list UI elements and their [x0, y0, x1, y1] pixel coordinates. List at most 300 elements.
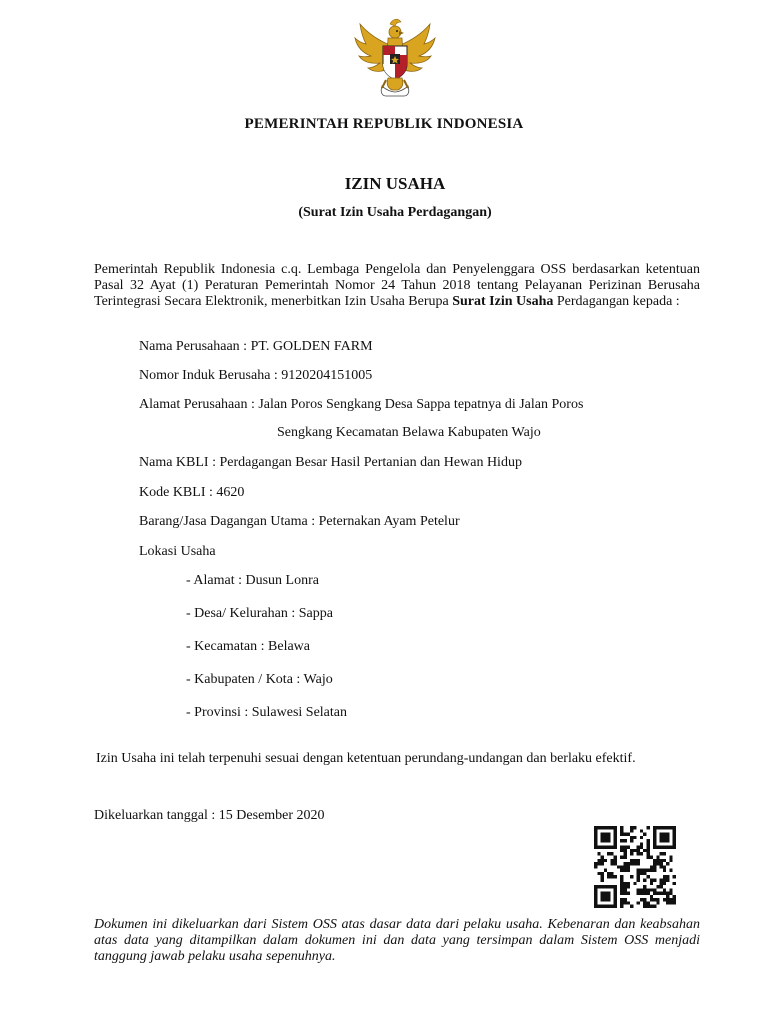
- qr-module: [663, 892, 666, 895]
- qr-code-icon: [592, 826, 678, 908]
- qr-module: [614, 826, 617, 829]
- garuda-emblem-icon: [352, 16, 438, 100]
- qr-module: [663, 875, 666, 878]
- qr-module: [653, 826, 656, 829]
- qr-module: [601, 878, 604, 881]
- qr-module: [594, 833, 597, 836]
- qr-module: [597, 862, 600, 865]
- qr-module: [624, 865, 627, 868]
- qr-module: [601, 885, 604, 888]
- qr-module: [604, 839, 607, 842]
- qr-module: [646, 842, 649, 845]
- qr-module: [597, 846, 600, 849]
- qr-module: [653, 829, 656, 832]
- qr-module: [620, 888, 623, 891]
- qr-module: [646, 852, 649, 855]
- qr-module: [646, 849, 649, 852]
- qr-module: [663, 852, 666, 855]
- qr-module: [653, 869, 656, 872]
- qr-module: [666, 846, 669, 849]
- qr-module: [614, 856, 617, 859]
- qr-module: [610, 862, 613, 865]
- qr-module: [653, 898, 656, 901]
- qr-module: [637, 862, 640, 865]
- qr-module: [614, 875, 617, 878]
- qr-module: [630, 839, 633, 842]
- qr-module: [607, 905, 610, 908]
- qr-module: [614, 829, 617, 832]
- qr-module: [663, 846, 666, 849]
- qr-module: [594, 836, 597, 839]
- qr-module: [601, 895, 604, 898]
- qr-module: [630, 859, 633, 862]
- qr-module: [650, 905, 653, 908]
- kbli-name: Nama KBLI : Perdagangan Besar Hasil Pertanian dan Hewan Hidup: [139, 455, 522, 470]
- qr-module: [643, 892, 646, 895]
- intro-tail-text: Perdagangan kepada :: [553, 294, 680, 309]
- qr-module: [597, 872, 600, 875]
- qr-module: [601, 872, 604, 875]
- qr-module: [646, 875, 649, 878]
- issue-date: Dikeluarkan tanggal : 15 Desember 2020: [94, 808, 325, 823]
- qr-module: [620, 875, 623, 878]
- qr-module: [627, 892, 630, 895]
- qr-module: [624, 846, 627, 849]
- qr-module: [610, 826, 613, 829]
- qr-module: [607, 839, 610, 842]
- disclaimer-text: Dokumen ini dikeluarkan dari Sistem OSS atas dasar data dari pelaku usaha. Kebenaran dan keabsahan atas data yang ditampilkan dalam dokumen ini dan data yang tersimpan dalam Sistem OSS menjadi tanggung jawab pelaku usaha sepenuhnya.: [94, 917, 700, 964]
- qr-module: [637, 846, 640, 849]
- qr-module: [666, 875, 669, 878]
- company-name: Nama Perusahaan : PT. GOLDEN FARM: [139, 339, 373, 354]
- qr-module: [624, 898, 627, 901]
- qr-module: [666, 901, 669, 904]
- qr-module: [614, 833, 617, 836]
- qr-module: [607, 875, 610, 878]
- qr-module: [637, 849, 640, 852]
- qr-module: [656, 862, 659, 865]
- qr-module: [640, 888, 643, 891]
- qr-module: [604, 859, 607, 862]
- qr-module: [650, 865, 653, 868]
- qr-module: [624, 862, 627, 865]
- qr-module: [601, 892, 604, 895]
- qr-module: [643, 888, 646, 891]
- qr-module: [653, 839, 656, 842]
- qr-module: [666, 833, 669, 836]
- qr-module: [673, 895, 676, 898]
- qr-module: [646, 856, 649, 859]
- qr-module: [640, 836, 643, 839]
- qr-module: [620, 865, 623, 868]
- qr-module: [660, 882, 663, 885]
- qr-module: [650, 898, 653, 901]
- qr-module: [624, 839, 627, 842]
- qr-module: [601, 862, 604, 865]
- qr-module: [614, 898, 617, 901]
- qr-module: [604, 895, 607, 898]
- qr-module: [624, 885, 627, 888]
- qr-module: [627, 833, 630, 836]
- qr-module: [610, 872, 613, 875]
- qr-module: [646, 892, 649, 895]
- qr-module: [633, 836, 636, 839]
- qr-module: [653, 836, 656, 839]
- qr-module: [620, 856, 623, 859]
- qr-module: [666, 898, 669, 901]
- qr-module: [656, 856, 659, 859]
- qr-module: [666, 836, 669, 839]
- company-address: Alamat Perusahaan : Jalan Poros Sengkang Desa Sappa tepatnya di Jalan Poros: [139, 397, 584, 412]
- qr-module: [643, 898, 646, 901]
- qr-module: [614, 888, 617, 891]
- main-goods: Barang/Jasa Dagangan Utama : Peternakan Ayam Petelur: [139, 514, 460, 529]
- qr-module: [663, 859, 666, 862]
- qr-module: [597, 852, 600, 855]
- qr-module: [669, 859, 672, 862]
- qr-module: [663, 826, 666, 829]
- qr-module: [594, 885, 597, 888]
- qr-module: [620, 905, 623, 908]
- qr-module: [601, 875, 604, 878]
- qr-module: [624, 901, 627, 904]
- intro-text: Pemerintah Republik Indonesia c.q. Lembaga Pengelola dan Penyelenggara OSS berdasarkan ketentuan Pasal 32 Ayat (1) Peraturan Pemerintah Nomor 24 Tahun 2018 tentang Pelayanan Perizinan Berusaha Terintegrasi Secara Elektronik, menerbitkan Izin Usaha Berupa: [94, 262, 700, 309]
- qr-module: [614, 862, 617, 865]
- qr-module: [637, 872, 640, 875]
- qr-module: [614, 901, 617, 904]
- qr-module: [627, 901, 630, 904]
- qr-module: [597, 905, 600, 908]
- location-district: - Kecamatan : Belawa: [186, 639, 310, 654]
- qr-module: [601, 833, 604, 836]
- qr-module: [620, 826, 623, 829]
- qr-module: [594, 892, 597, 895]
- qr-module: [646, 839, 649, 842]
- qr-module: [627, 846, 630, 849]
- qr-module: [653, 862, 656, 865]
- qr-module: [607, 833, 610, 836]
- qr-module: [646, 826, 649, 829]
- qr-module: [660, 862, 663, 865]
- qr-module: [604, 833, 607, 836]
- qr-module: [610, 859, 613, 862]
- qr-module: [646, 905, 649, 908]
- qr-module: [624, 882, 627, 885]
- qr-module: [594, 846, 597, 849]
- business-id-number: Nomor Induk Berusaha : 9120204151005: [139, 368, 373, 383]
- qr-module: [630, 852, 633, 855]
- qr-module: [673, 898, 676, 901]
- qr-module: [630, 849, 633, 852]
- government-header: PEMERINTAH REPUBLIK INDONESIA: [244, 116, 524, 132]
- qr-module: [640, 842, 643, 845]
- qr-module: [640, 829, 643, 832]
- qr-module: [673, 826, 676, 829]
- qr-module: [597, 859, 600, 862]
- qr-module: [640, 872, 643, 875]
- document-subtitle: (Surat Izin Usaha Perdagangan): [298, 205, 492, 220]
- qr-module: [604, 898, 607, 901]
- qr-module: [614, 839, 617, 842]
- qr-module: [627, 869, 630, 872]
- qr-module: [620, 892, 623, 895]
- qr-module: [669, 826, 672, 829]
- qr-module: [653, 846, 656, 849]
- qr-module: [660, 865, 663, 868]
- qr-module: [624, 888, 627, 891]
- qr-module: [601, 859, 604, 862]
- qr-module: [610, 905, 613, 908]
- qr-module: [601, 836, 604, 839]
- qr-module: [663, 839, 666, 842]
- location-province: - Provinsi : Sulawesi Selatan: [186, 705, 347, 720]
- location-label: Lokasi Usaha: [139, 544, 216, 559]
- qr-module: [594, 905, 597, 908]
- qr-module: [669, 888, 672, 891]
- qr-module: [673, 875, 676, 878]
- qr-module: [624, 852, 627, 855]
- qr-module: [620, 901, 623, 904]
- qr-module: [614, 859, 617, 862]
- qr-module: [663, 878, 666, 881]
- location-regency: - Kabupaten / Kota : Wajo: [186, 672, 333, 687]
- qr-module: [594, 888, 597, 891]
- qr-module: [594, 842, 597, 845]
- qr-module: [640, 898, 643, 901]
- qr-module: [627, 882, 630, 885]
- qr-module: [601, 905, 604, 908]
- qr-module: [650, 895, 653, 898]
- qr-module: [614, 885, 617, 888]
- document-title: IZIN USAHA: [344, 174, 446, 193]
- qr-module: [673, 836, 676, 839]
- qr-module: [627, 885, 630, 888]
- qr-module: [650, 878, 653, 881]
- qr-module: [660, 878, 663, 881]
- qr-module: [637, 859, 640, 862]
- qr-module: [646, 901, 649, 904]
- qr-module: [669, 846, 672, 849]
- qr-module: [660, 833, 663, 836]
- qr-module: [614, 836, 617, 839]
- qr-module: [663, 865, 666, 868]
- qr-module: [646, 846, 649, 849]
- qr-module: [643, 849, 646, 852]
- qr-module: [653, 905, 656, 908]
- qr-module: [669, 869, 672, 872]
- qr-module: [643, 833, 646, 836]
- qr-module: [643, 905, 646, 908]
- qr-module: [646, 869, 649, 872]
- qr-module: [656, 892, 659, 895]
- intro-paragraph: [94, 262, 700, 310]
- qr-module: [663, 869, 666, 872]
- qr-module: [620, 878, 623, 881]
- qr-module: [637, 869, 640, 872]
- qr-module: [594, 826, 597, 829]
- qr-module: [614, 846, 617, 849]
- validity-statement: Izin Usaha ini telah terpenuhi sesuai dengan ketentuan perundang-undangan dan berlaku efektif.: [96, 751, 636, 766]
- qr-module: [604, 836, 607, 839]
- qr-module: [617, 865, 620, 868]
- location-village: - Desa/ Kelurahan : Sappa: [186, 606, 333, 621]
- qr-module: [630, 836, 633, 839]
- qr-module: [614, 905, 617, 908]
- qr-module: [604, 826, 607, 829]
- qr-module: [604, 905, 607, 908]
- qr-module: [653, 878, 656, 881]
- qr-module: [601, 826, 604, 829]
- qr-module: [624, 892, 627, 895]
- qr-module: [637, 878, 640, 881]
- qr-module: [650, 869, 653, 872]
- qr-module: [624, 869, 627, 872]
- qr-module: [669, 892, 672, 895]
- kbli-code: Kode KBLI : 4620: [139, 485, 245, 500]
- qr-module: [643, 872, 646, 875]
- qr-module: [620, 839, 623, 842]
- qr-module: [620, 882, 623, 885]
- qr-module: [637, 875, 640, 878]
- qr-module: [620, 869, 623, 872]
- qr-module: [597, 885, 600, 888]
- qr-module: [637, 892, 640, 895]
- qr-module: [673, 842, 676, 845]
- qr-module: [594, 898, 597, 901]
- qr-module: [627, 862, 630, 865]
- qr-module: [660, 839, 663, 842]
- qr-module: [653, 842, 656, 845]
- qr-module: [656, 826, 659, 829]
- qr-module: [660, 859, 663, 862]
- qr-module: [601, 856, 604, 859]
- qr-module: [601, 839, 604, 842]
- qr-module: [594, 839, 597, 842]
- qr-module: [607, 885, 610, 888]
- qr-module: [660, 892, 663, 895]
- qr-module: [637, 852, 640, 855]
- qr-module: [607, 895, 610, 898]
- qr-module: [594, 862, 597, 865]
- qr-module: [620, 829, 623, 832]
- qr-module: [669, 901, 672, 904]
- qr-module: [607, 852, 610, 855]
- qr-module: [607, 872, 610, 875]
- qr-module: [637, 901, 640, 904]
- qr-module: [637, 888, 640, 891]
- qr-module: [630, 826, 633, 829]
- qr-module: [620, 898, 623, 901]
- qr-module: [660, 885, 663, 888]
- qr-module: [673, 882, 676, 885]
- qr-module: [630, 905, 633, 908]
- qr-module: [653, 865, 656, 868]
- qr-module: [630, 862, 633, 865]
- qr-module: [610, 875, 613, 878]
- qr-module: [633, 882, 636, 885]
- qr-module: [660, 826, 663, 829]
- qr-module: [607, 892, 610, 895]
- qr-module: [610, 885, 613, 888]
- qr-module: [604, 869, 607, 872]
- qr-module: [650, 882, 653, 885]
- qr-module: [630, 829, 633, 832]
- qr-module: [640, 869, 643, 872]
- qr-module: [633, 826, 636, 829]
- qr-module: [666, 895, 669, 898]
- qr-module: [656, 859, 659, 862]
- qr-module: [663, 898, 666, 901]
- qr-module: [607, 898, 610, 901]
- qr-module: [663, 888, 666, 891]
- qr-module: [663, 882, 666, 885]
- qr-module: [660, 846, 663, 849]
- qr-module: [627, 865, 630, 868]
- qr-module: [650, 888, 653, 891]
- qr-module: [607, 846, 610, 849]
- qr-module: [643, 901, 646, 904]
- qr-module: [594, 901, 597, 904]
- qr-module: [640, 892, 643, 895]
- qr-module: [640, 852, 643, 855]
- qr-module: [653, 892, 656, 895]
- qr-module: [597, 826, 600, 829]
- qr-module: [640, 846, 643, 849]
- qr-module: [656, 846, 659, 849]
- qr-module: [663, 833, 666, 836]
- qr-module: [633, 849, 636, 852]
- qr-module: [604, 892, 607, 895]
- qr-module: [630, 875, 633, 878]
- qr-module: [653, 833, 656, 836]
- qr-module: [666, 862, 669, 865]
- qr-module: [656, 898, 659, 901]
- qr-module: [633, 862, 636, 865]
- qr-module: [601, 846, 604, 849]
- qr-module: [620, 833, 623, 836]
- qr-module: [604, 846, 607, 849]
- qr-module: [673, 901, 676, 904]
- qr-module: [620, 885, 623, 888]
- qr-module: [643, 869, 646, 872]
- qr-module: [673, 846, 676, 849]
- qr-module: [624, 833, 627, 836]
- qr-module: [650, 856, 653, 859]
- qr-module: [607, 836, 610, 839]
- qr-module: [614, 895, 617, 898]
- qr-module: [604, 885, 607, 888]
- qr-module: [666, 826, 669, 829]
- qr-module: [673, 833, 676, 836]
- qr-module: [610, 846, 613, 849]
- qr-module: [607, 826, 610, 829]
- qr-module: [601, 898, 604, 901]
- qr-module: [666, 878, 669, 881]
- qr-module: [663, 836, 666, 839]
- qr-module: [669, 898, 672, 901]
- qr-module: [673, 829, 676, 832]
- intro-bold-text: Surat Izin Usaha: [452, 294, 554, 309]
- qr-module: [620, 846, 623, 849]
- qr-module: [653, 859, 656, 862]
- qr-module: [594, 895, 597, 898]
- qr-module: [643, 885, 646, 888]
- qr-module: [656, 885, 659, 888]
- qr-module: [594, 829, 597, 832]
- qr-module: [666, 892, 669, 895]
- qr-module: [614, 842, 617, 845]
- qr-module: [624, 856, 627, 859]
